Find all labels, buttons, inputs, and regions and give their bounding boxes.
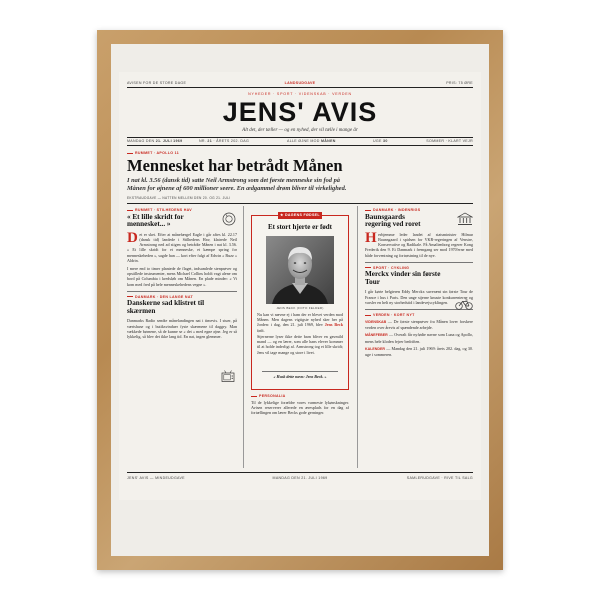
lead-deck-line-2: Månen for øjnene af 600 millioner seere. En ædgammel drøm bliver til virkelighed. xyxy=(127,184,347,192)
masthead-top-right: PRIS: 75 ØRE xyxy=(446,81,473,85)
right-v1-text: — De første stenprøver fra Månen lover forskere verden over årevis af spændende arbejde. xyxy=(365,319,473,331)
left-a2-body: Danmarks Radio sendte månelandingen nat i timevis. I stuer, på værtshuse og i butiksvinduer fyste skærmene til daggry. Man vækkede børnene, så de kunne se « det » med egne øjne. Jeg er så lykkelig, så blev det ikke lang tid. En nat, ingen glemmer. xyxy=(127,318,237,340)
birth-kicker-badge: ★ DAGENS FØDSEL xyxy=(278,212,322,219)
lead-deck xyxy=(127,177,473,193)
birth-name-highlight: Jens Beck xyxy=(324,322,343,328)
birth-body-1-end: født. xyxy=(257,327,265,333)
right-a1-body xyxy=(365,232,473,258)
astronaut-helmet-icon xyxy=(222,212,236,226)
right-a2-headline xyxy=(365,271,451,286)
lead-headline: Mennesket har betrådt Månen xyxy=(127,156,343,175)
right-v-kicker: VERDEN · KORT NYT xyxy=(365,313,473,317)
birth-box xyxy=(251,215,349,390)
right-v1 xyxy=(365,319,473,330)
lead-byline: EKSTRAUDGAVE — NATTEN MELLEM DEN 20. OG 21. JULI xyxy=(127,196,231,200)
birth-quote-rule xyxy=(262,371,338,372)
footer-rule xyxy=(127,472,473,473)
left-a1-kicker: RUMMET · STILHEDENS HAV xyxy=(127,208,237,212)
lead-deck-line-1: I nat kl. 3.56 (dansk tid) satte Neil Armstrong som det første menneske sin fod på xyxy=(127,177,340,184)
right-v2 xyxy=(365,332,473,343)
info-date xyxy=(127,139,182,143)
info-nr xyxy=(199,139,249,143)
masthead-title: JENS' AVIS xyxy=(222,97,378,127)
left-a1-body xyxy=(127,232,237,263)
portrait-illustration xyxy=(266,236,334,304)
left-a1-headline xyxy=(127,214,209,229)
left-a1-headline-2: mennesket... » xyxy=(127,220,171,229)
right-a1-kicker: DANMARK · INDENRIGS xyxy=(365,208,473,212)
info-eyes-bold: MÅNEN xyxy=(320,139,336,143)
info-nr-prefix: NR. xyxy=(199,139,207,143)
right-v3-text: — Mandag den 21. juli 1969: årets 202. dag, og 30. uge i sommeren. xyxy=(365,345,473,358)
info-uge xyxy=(373,139,388,143)
info-nr-suffix: · ÅRETS 202. DAG xyxy=(213,139,250,143)
newspaper-page xyxy=(119,72,481,500)
masthead-top-center: LANDSUDGAVE xyxy=(284,81,316,85)
lead-rule xyxy=(127,203,473,204)
right-a1-body-text: erhjemme leder landet af statsminister Hilmar Baunsgaard i spidsen for VKR-regeringen af Venstre, Konservative og Radikale. På Amalienborg regerer Kong Frederik den 9. Et Danmark i fremgang ser mod 1970'erne med både forventning og fortrøstning til de nye. xyxy=(365,231,473,258)
parliament-building-icon xyxy=(457,212,473,226)
info-weather: SOMMER · KLART VEJR xyxy=(426,139,473,143)
info-date-prefix: MANDAG DEN xyxy=(127,139,155,143)
portrait-photo xyxy=(266,236,334,304)
right-v1-label: VIDENSKAB xyxy=(365,320,387,324)
right-a2-kicker: SPORT · CYKLING xyxy=(365,266,473,270)
left-a1-headline-1: « Et lille skridt for xyxy=(127,212,184,221)
right-column xyxy=(365,208,473,357)
footer-left: JENS' AVIS — MINDEUDGAVE xyxy=(127,476,185,480)
left-a2-headline-1: Danskerne sad klistret til xyxy=(127,299,205,308)
right-v3-label: KALENDER xyxy=(365,346,385,351)
lead-kicker: RUMMET · APOLLO 11 xyxy=(127,151,179,155)
right-a1-headline-1: Baunsgaards xyxy=(365,212,405,221)
right-v2-label: MÅNEFEBER xyxy=(365,333,388,338)
birth-kicker: DAGENS FØDSEL xyxy=(284,213,320,217)
right-a2-headline-2: Tour xyxy=(365,277,380,286)
info-rule-top xyxy=(127,137,473,138)
birth-quote: « Husk dette navn: Jens Beck. » xyxy=(273,374,327,379)
left-a1-body-1: et er sket. Efter at månefærgel Eagle i går aftes kl. 22.17 (dansk tid) landede i Stilhedens Hav, klatrede Neil Armstrong ned ad stigen og betrådte Månen i nat kl. 3.56. « Et lille skridt for et menneske, et kæmpe spring for menneskeheden », sagde han — kort efter fulgt af Edwin « Buzz » Aldrin. xyxy=(127,231,237,263)
left-a2-headline-2: skærmen xyxy=(127,306,156,315)
right-a1-headline xyxy=(365,214,449,229)
left-separator xyxy=(127,291,237,292)
info-rule-bottom xyxy=(127,145,473,146)
left-a1-dropcap: D xyxy=(127,230,138,247)
personalia-block xyxy=(251,394,349,416)
portrait-caption: JENS BECK (FOTO FELDER) xyxy=(276,306,324,310)
info-date-bold: 21. JULI 1969 xyxy=(155,139,183,143)
right-v2-text: — Overalt får nyfødte navne som Luna og Apollo, mens hele kloden fejrer bedriften. xyxy=(365,332,473,344)
right-a2-headline-1: Merckx vinder sin første xyxy=(365,270,441,279)
masthead-top-left: AVISEN FOR DE STORE DAGE xyxy=(127,81,187,85)
info-eyes xyxy=(287,139,336,143)
personalia-kicker: PERSONALIA xyxy=(251,394,349,398)
personalia-body: Til de lykkelige forældre vores varmeste lykønskninger. Avisen reserverer allerede en æresplads for en dag af fortællingen om lærer Becks gode gerninger. xyxy=(251,400,349,416)
column-divider-2 xyxy=(357,206,358,468)
footer-right: SAMLERUDGAVE · RIVE TIL SALG xyxy=(406,476,473,480)
birth-body-1-text: Nu kan vi nævne ej i ham der er blevet verden mod Månen. Men dagens vigtigste nyhed sker her på Jorden: i dag, den 21. juli 1969, blev xyxy=(257,312,343,328)
info-eyes-prefix: ALLE ØJNE MOD xyxy=(287,139,320,143)
passepartout-mat xyxy=(111,44,489,556)
television-icon xyxy=(221,370,235,383)
info-nr-bold: 21 xyxy=(207,139,213,143)
right-separator-1 xyxy=(365,262,473,263)
masthead-tagline: Alt det, der tæller — og en nyhed, der vil tælle i mange år xyxy=(242,128,358,133)
bicycle-icon xyxy=(455,298,473,310)
info-uge-bold: 30 xyxy=(383,139,388,143)
left-a2-headline xyxy=(127,300,213,315)
right-a1-headline-2: regering ved roret xyxy=(365,220,421,229)
birth-body-2: Stjernerne lyser ikke dette barn bliver en gavmild mand — og en lærer, som alle hans elever kommer til at holde inderligt af. Armstrong tog et lille skridt; Jens vil tage mange og store i livet. xyxy=(257,334,343,355)
masthead-kicker: NYHEDER · SPORT · VIDENSKAB · VERDEN xyxy=(248,92,352,96)
picture-frame xyxy=(97,30,503,570)
birth-body-1 xyxy=(257,312,343,333)
left-a2-kicker: DANMARK · DEN LANGE NAT xyxy=(127,295,237,299)
left-column xyxy=(127,208,237,339)
info-uge-prefix: UGE xyxy=(373,139,382,143)
left-a1-body-2: I mere end to timer plantede de flaget, indsamlede stenprøver og opstillede instrumenter, mens Michael Collins holdt vagt alene om bord på Columbia i kredsløb om Månen. En plade minder: « Vi kom med fred på hele menneskehedens vegne ». xyxy=(127,265,237,287)
birth-headline: Et stort hjerte er født xyxy=(267,223,332,231)
column-divider-1 xyxy=(243,206,244,468)
right-a2-body: I går kørte belgieren Eddy Merckx suverænt sin første Tour de France i hus i Paris. Den unge stjerne knuste konkurrenterne og varsler en helt ny storhedstid i landevejscyklingen. xyxy=(365,289,473,305)
top-rule xyxy=(127,87,473,88)
footer-center: MANDAG DEN 21. JULI 1969 xyxy=(272,476,328,480)
right-a1-dropcap: H xyxy=(365,230,377,247)
right-v3 xyxy=(365,346,473,357)
